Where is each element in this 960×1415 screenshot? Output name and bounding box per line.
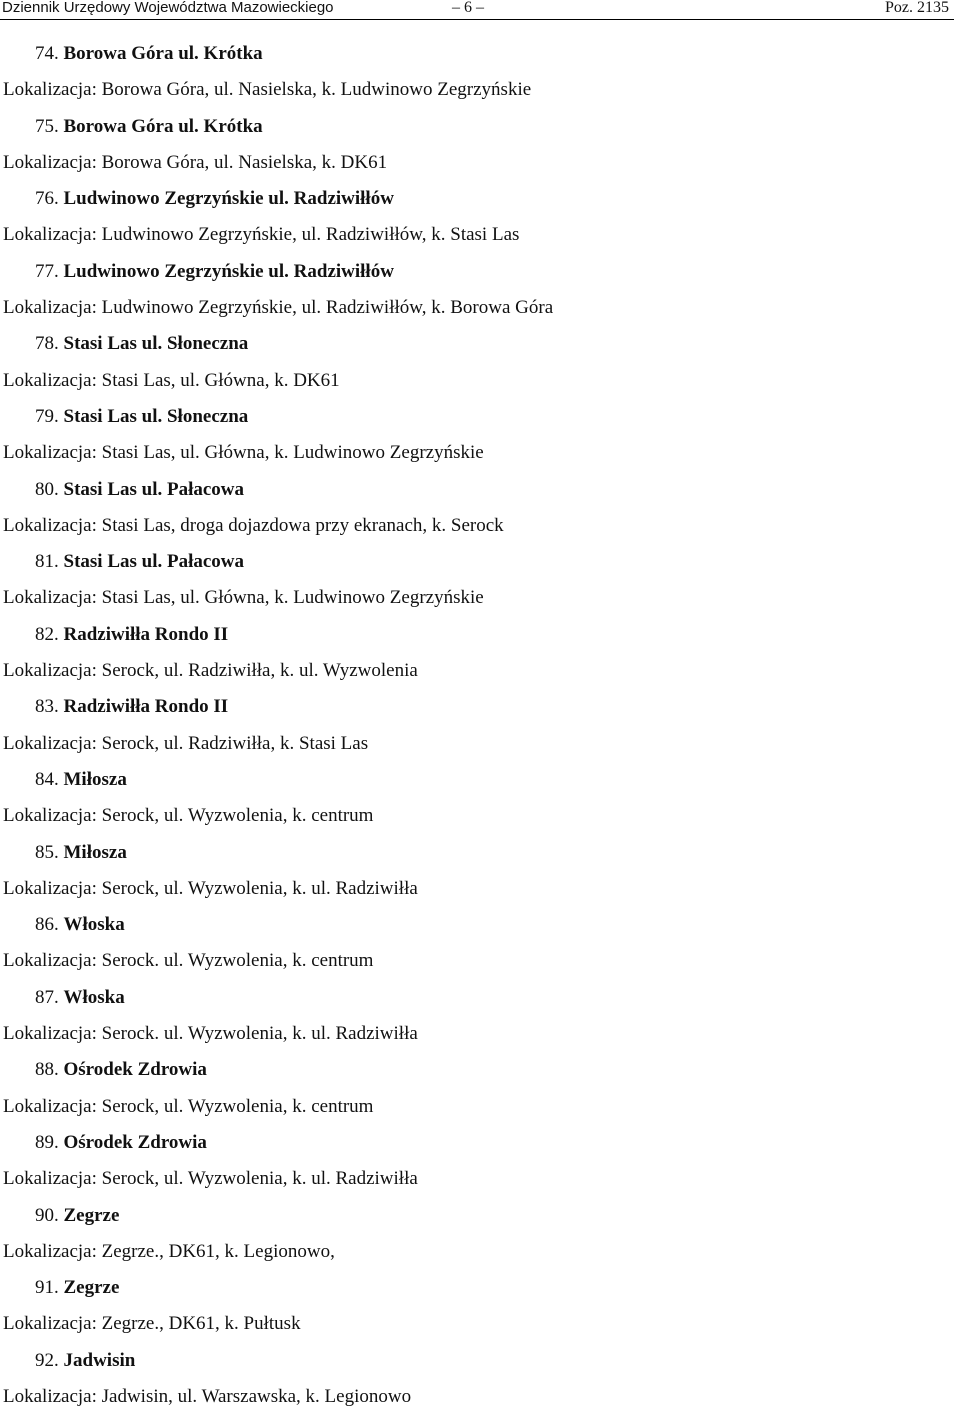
list-item [0, 544, 960, 617]
stop-location: Lokalizacja: Serock, ul. Wyzwolenia, k. ul. Radziwiłła [3, 877, 418, 899]
stop-number: 86. [35, 914, 59, 936]
stop-number: 88. [35, 1059, 59, 1081]
stop-name: Miłosza [63, 841, 127, 863]
list-item [0, 689, 960, 762]
position-number: Poz. 2135 [885, 0, 949, 16]
stop-location: Lokalizacja: Serock, ul. Wyzwolenia, k. centrum [3, 1095, 374, 1117]
list-item [0, 326, 960, 399]
page-header [0, 0, 954, 20]
stop-name: Miłosza [63, 768, 127, 790]
stop-title [0, 181, 960, 217]
stop-number: 91. [35, 1277, 59, 1299]
stop-title [0, 762, 960, 798]
stop-title [0, 689, 960, 725]
stop-name: Borowa Góra ul. Krótka [63, 115, 263, 137]
stop-name: Ośrodek Zdrowia [63, 1131, 207, 1153]
stop-title [0, 254, 960, 290]
stop-number: 78. [35, 333, 59, 355]
stop-name: Borowa Góra ul. Krótka [63, 43, 263, 64]
stop-name: Włoska [63, 914, 125, 936]
stop-location: Lokalizacja: Ludwinowo Zegrzyńskie, ul. Radziwiłłów, k. Borowa Góra [3, 297, 554, 319]
stop-name: Zegrze [63, 1204, 120, 1226]
list-item [0, 109, 960, 182]
list-item [0, 254, 960, 327]
stop-number: 83. [35, 696, 59, 718]
stop-location: Lokalizacja: Serock, ul. Wyzwolenia, k. centrum [3, 805, 374, 827]
stop-location: Lokalizacja: Serock, ul. Radziwiłła, k. ul. Wyzwolenia [3, 660, 418, 682]
stop-number: 76. [35, 188, 59, 210]
stop-number: 89. [35, 1131, 59, 1153]
stop-title [0, 1052, 960, 1088]
list-item [0, 36, 960, 109]
stop-title [0, 617, 960, 653]
stop-name: Zegrze [63, 1277, 120, 1299]
stop-location: Lokalizacja: Serock. ul. Wyzwolenia, k. ul. Radziwiłła [3, 1023, 418, 1045]
stop-title [0, 980, 960, 1016]
stop-title [0, 1343, 960, 1379]
stop-number: 77. [35, 260, 59, 282]
stop-number: 82. [35, 623, 59, 645]
stop-location: Lokalizacja: Stasi Las, ul. Główna, k. Ludwinowo Zegrzyńskie [3, 442, 484, 464]
stop-title [0, 109, 960, 145]
list-item [0, 1198, 960, 1271]
stop-name: Ludwinowo Zegrzyńskie ul. Radziwiłłów [63, 260, 394, 282]
stop-title [0, 326, 960, 362]
stop-title [0, 1198, 960, 1234]
stop-title [0, 472, 960, 508]
stop-location: Lokalizacja: Zegrze., DK61, k. Pułtusk [3, 1313, 301, 1335]
list-item [0, 1270, 960, 1343]
stop-title [0, 1125, 960, 1161]
list-item [0, 181, 960, 254]
stop-location: Lokalizacja: Stasi Las, ul. Główna, k. DK61 [3, 369, 340, 391]
stop-name: Stasi Las ul. Pałacowa [63, 478, 245, 500]
stop-location: Lokalizacja: Serock, ul. Wyzwolenia, k. ul. Radziwiłła [3, 1168, 418, 1190]
stop-number: 85. [35, 841, 59, 863]
stop-name: Jadwisin [63, 1349, 136, 1371]
journal-title: Dziennik Urzędowy Województwa Mazowieckiego [2, 0, 334, 16]
stop-number: 80. [35, 478, 59, 500]
list-item [0, 1125, 960, 1198]
stop-location: Lokalizacja: Jadwisin, ul. Warszawska, k. Legionowo [3, 1385, 412, 1407]
stop-name: Radziwiłła Rondo II [63, 696, 229, 718]
stop-name: Włoska [63, 986, 125, 1008]
stop-location: Lokalizacja: Borowa Góra, ul. Nasielska, k. DK61 [3, 151, 388, 173]
stop-number: 84. [35, 768, 59, 790]
stop-title [0, 835, 960, 871]
stop-number: 79. [35, 405, 59, 427]
stop-location: Lokalizacja: Serock. ul. Wyzwolenia, k. centrum [3, 950, 374, 972]
list-item [0, 907, 960, 980]
stop-location: Lokalizacja: Zegrze., DK61, k. Legionowo, [3, 1240, 335, 1262]
stop-name: Ludwinowo Zegrzyńskie ul. Radziwiłłów [63, 188, 394, 210]
stop-number: 90. [35, 1204, 59, 1226]
list-item [0, 1343, 960, 1415]
stop-name: Ośrodek Zdrowia [63, 1059, 207, 1081]
list-item [0, 835, 960, 908]
stop-number: 87. [35, 986, 59, 1008]
stop-location: Lokalizacja: Borowa Góra, ul. Nasielska, k. Ludwinowo Zegrzyńskie [3, 79, 532, 101]
stop-name: Radziwiłła Rondo II [63, 623, 229, 645]
stop-location: Lokalizacja: Stasi Las, droga dojazdowa przy ekranach, k. Serock [3, 514, 504, 536]
stop-name: Stasi Las ul. Słoneczna [63, 333, 249, 355]
stop-title [0, 399, 960, 435]
stop-title [0, 36, 960, 72]
stop-number: 92. [35, 1349, 59, 1371]
list-item [0, 980, 960, 1053]
stop-title [0, 907, 960, 943]
list-item [0, 399, 960, 472]
stop-number: 74. [35, 43, 59, 64]
list-item [0, 1052, 960, 1125]
stop-location: Lokalizacja: Stasi Las, ul. Główna, k. Ludwinowo Zegrzyńskie [3, 587, 484, 609]
page-number: – 6 – [452, 0, 484, 16]
list-item [0, 762, 960, 835]
stop-number: 81. [35, 551, 59, 573]
list-item [0, 617, 960, 690]
stop-name: Stasi Las ul. Pałacowa [63, 551, 245, 573]
stop-list [0, 36, 960, 1415]
stop-location: Lokalizacja: Serock, ul. Radziwiłła, k. Stasi Las [3, 732, 369, 754]
stop-title [0, 1270, 960, 1306]
stop-location: Lokalizacja: Ludwinowo Zegrzyńskie, ul. Radziwiłłów, k. Stasi Las [3, 224, 520, 246]
stop-number: 75. [35, 115, 59, 137]
stop-title [0, 544, 960, 580]
stop-name: Stasi Las ul. Słoneczna [63, 405, 249, 427]
list-item [0, 472, 960, 545]
